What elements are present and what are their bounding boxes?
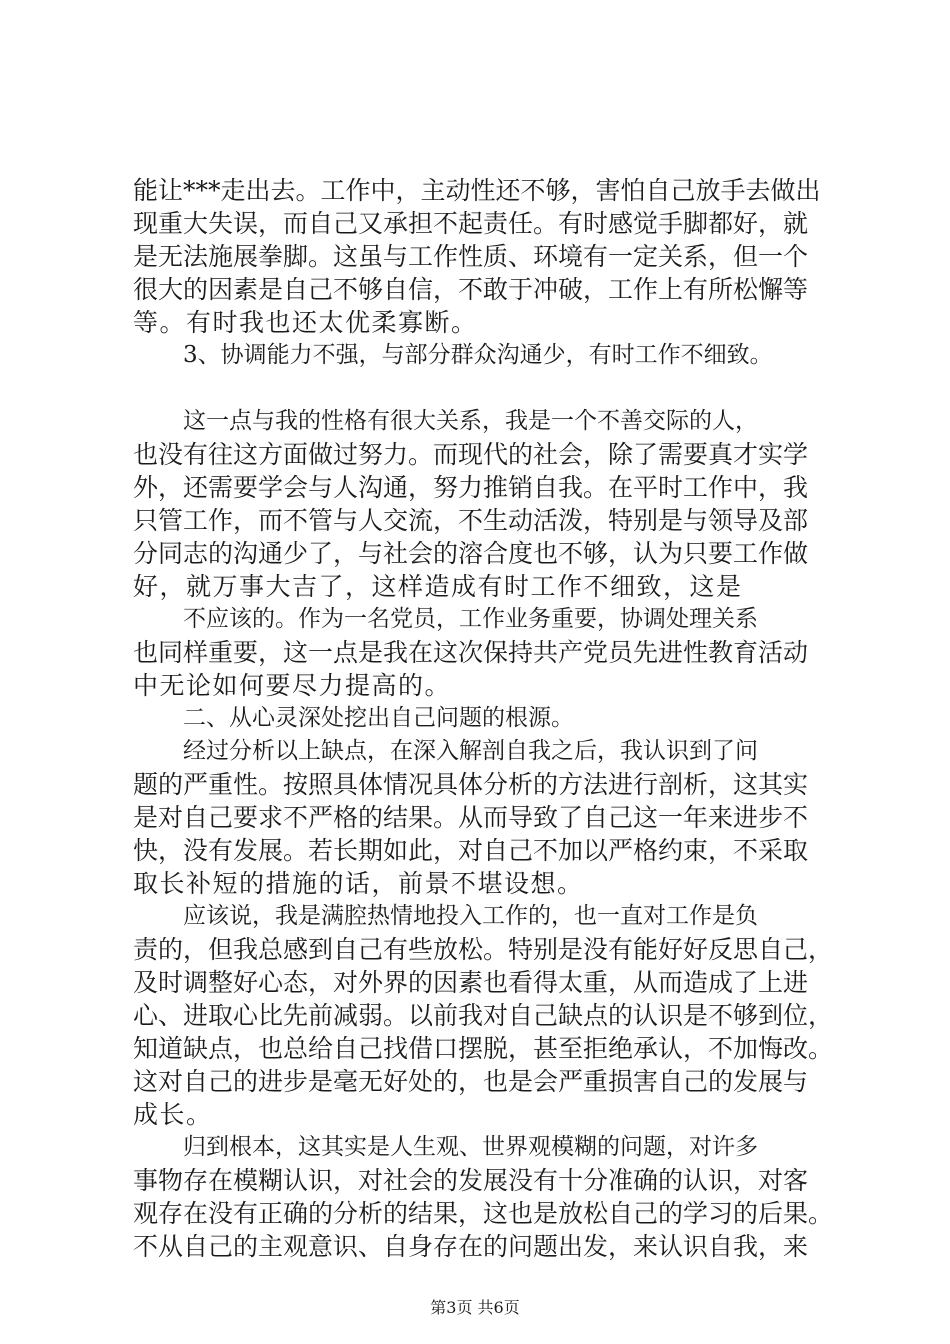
text-line: 3、协调能力不强，与部分群众沟通少，有时工作不细致。 [183, 342, 773, 368]
text-line: 事物存在模糊认识，对社会的发展没有十分准确的认识，对客 [133, 1166, 809, 1195]
page-footer: 第3页 共6页 [430, 1298, 520, 1317]
text-line: 知道缺点，也总给自己找借口摆脱，甚至拒绝承认，不加悔改。 [133, 1034, 834, 1063]
text-line: 应该说，我是满腔热情地投入工作的，也一直对工作是负 [183, 903, 758, 929]
text-line: 外，还需要学会与人沟通，努力推销自我。在平时工作中，我 [133, 473, 809, 502]
text-line: 经过分析以上缺点，在深入解剖自我之后，我认识到了问 [183, 738, 758, 764]
text-line: 等。有时我也还太优柔寡断。 [133, 308, 478, 337]
text-line: 心、进取心比先前减弱。以前我对自己缺点的认识是不够到位， [133, 1001, 834, 1030]
blank-line [133, 372, 833, 405]
text-line: 快，没有发展。若长期如此，对自己不加以严格约束，不采取 [133, 836, 809, 865]
text-line: 分同志的沟通少了，与社会的溶合度也不够，认为只要工作做 [133, 539, 809, 568]
text-line: 这一点与我的性格有很大关系，我是一个不善交际的人， [183, 408, 758, 434]
document-body [133, 174, 833, 1263]
text-line: 归到根本，这其实是人生观、世界观模糊的问题，对许多 [183, 1134, 758, 1160]
text-line: 是无法施展拳脚。这虽与工作性质、环境有一定关系，但一个 [133, 242, 809, 271]
text-line: 不从自己的主观意识、自身存在的问题出发，来认识自我，来 [133, 1232, 809, 1261]
text-line: 很大的因素是自己不够自信，不敢于冲破，工作上有所松懈等 [133, 275, 809, 304]
text-line: 也没有往这方面做过努力。而现代的社会，除了需要真才实学 [133, 440, 809, 469]
text-line: 只管工作，而不管与人交流，不生动活泼，特别是与领导及部 [133, 506, 809, 535]
text-line: 这对自己的进步是毫无好处的，也是会严重损害自己的发展与 [133, 1067, 809, 1096]
text-line: 是对自己要求不严格的结果。从而导致了自己这一年来进步不 [133, 803, 809, 832]
text-line: 也同样重要，这一点是我在这次保持共产党员先进性教育活动 [133, 638, 809, 667]
text-line: 取长补短的措施的话，前景不堪设想。 [133, 869, 584, 898]
text-line: 观存在没有正确的分析的结果，这也是放松自己的学习的后果。 [133, 1199, 834, 1228]
text-line: 责的，但我总感到自己有些放松。特别是没有能好好反思自己， [133, 935, 834, 964]
text-line: 好，就万事大吉了，这样造成有时工作不细致，这是 [133, 572, 743, 601]
text-line: 不应该的。作为一名党员，工作业务重要，协调处理关系 [183, 606, 758, 632]
text-line: 中无论如何要尽力提高的。 [133, 671, 452, 700]
text-line: 成长。 [133, 1100, 213, 1129]
text-line: 能让***走出去。工作中，主动性还不够，害怕自己放手去做出 [133, 176, 821, 205]
text-line: 现重大失误，而自己又承担不起责任。有时感觉手脚都好，就 [133, 209, 809, 238]
text-line: 题的严重性。按照具体情况具体分析的方法进行剖析，这其实 [133, 770, 809, 799]
text-line: 及时调整好心态，对外界的因素也看得太重，从而造成了上进 [133, 968, 809, 997]
text-line: 二、从心灵深处挖出自己问题的根源。 [183, 705, 574, 731]
